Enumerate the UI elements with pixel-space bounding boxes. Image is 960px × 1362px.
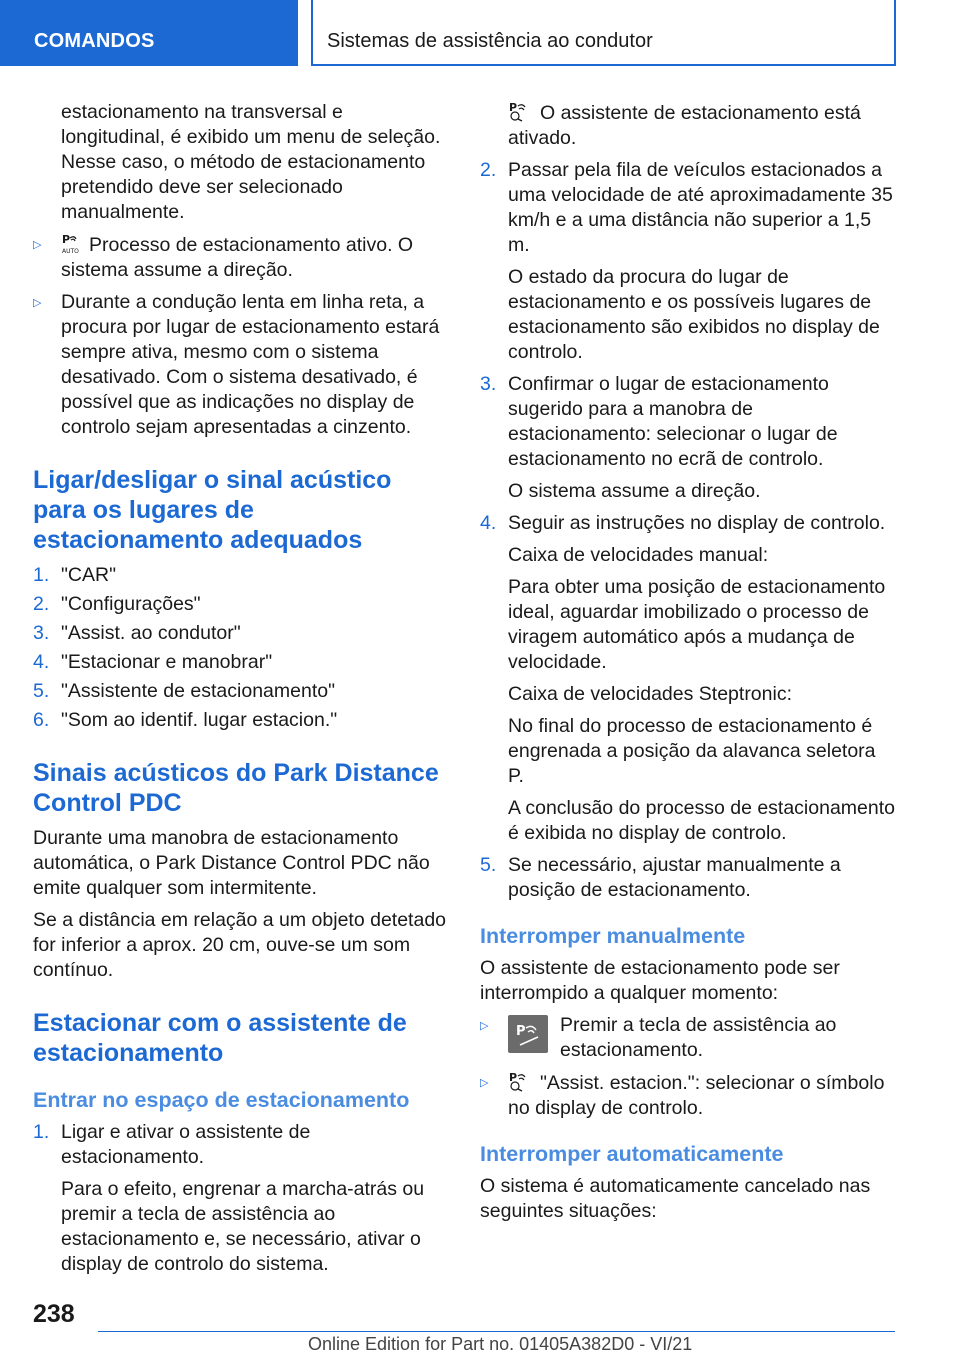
step-number: 3.	[33, 622, 50, 644]
menu-path-list	[33, 563, 448, 733]
step-text: Ligar e ativar o assistente de estacionamento.	[61, 1121, 311, 1168]
bullet-text: "Assist. estacion.": selecionar o símbolo no display de controlo.	[508, 1072, 885, 1119]
paragraph: Durante uma manobra de estacionamento automática, o Park Distance Control PDC não emite qualquer som intermitente.	[33, 827, 430, 899]
paragraph: Se a distância em relação a um objeto detetado for inferior a aprox. 20 cm, ouve-se um som contínuo.	[33, 909, 447, 981]
park-assist-icon	[508, 100, 530, 122]
step-detail: Caixa de velocidades Steptronic:	[508, 683, 792, 705]
menu-path-item: "Assist. ao condutor"	[61, 622, 241, 644]
list-item	[33, 621, 448, 646]
status-paragraph	[480, 100, 896, 151]
list-item	[33, 708, 448, 733]
menu-path-item: "Configurações"	[61, 593, 201, 615]
park-assist-button-icon	[508, 1015, 548, 1053]
triangle-right-icon: ▷	[33, 239, 42, 251]
list-item	[480, 372, 896, 472]
footer-divider	[98, 1331, 895, 1332]
list-item	[480, 511, 896, 536]
list-item	[33, 592, 448, 617]
chapter-header	[311, 0, 896, 66]
bullet-item	[480, 1013, 896, 1063]
menu-path-item: "Assistente de estacionamento"	[61, 680, 335, 702]
step-number: 4.	[33, 651, 50, 673]
section-heading: Estacionar com o assistente de estacionamento	[33, 1009, 407, 1067]
svg-text:P: P	[509, 101, 518, 114]
triangle-right-icon: ▷	[480, 1077, 489, 1089]
footer-edition: Online Edition for Part no. 01405A382D0 - VI/21	[308, 1334, 693, 1354]
step-detail: Caixa de velocidades manual:	[508, 544, 769, 566]
list-item	[480, 158, 896, 258]
bullet-item	[33, 290, 448, 440]
svg-text:P: P	[62, 233, 71, 246]
section-title: COMANDOS	[34, 30, 155, 52]
list-item	[33, 1120, 448, 1170]
step-text: Se necessário, ajustar manualmente a posição de estacionamento.	[508, 854, 841, 901]
list-item	[33, 650, 448, 675]
step-number: 1.	[33, 564, 50, 586]
status-text: O assistente de estacionamento está ativado.	[508, 102, 861, 149]
section-heading: Ligar/desligar o sinal acústico para os lugares de estacionamento adequados	[33, 466, 392, 554]
step-number: 6.	[33, 709, 50, 731]
step-number: 1.	[33, 1121, 50, 1143]
intro-paragraph: estacionamento na transversal e longitudinal, é exibido um menu de seleção. Nesse caso, o método de estacionamento pretendido deve ser selecionado manualmente.	[61, 101, 441, 223]
triangle-right-icon: ▷	[480, 1020, 489, 1032]
bullet-item	[33, 232, 448, 283]
bullet-text: Processo de estacionamento ativo. O sistema assume a direção.	[61, 234, 414, 281]
bullet-item	[480, 1070, 896, 1121]
paragraph: O assistente de estacionamento pode ser interrompido a qualquer momento:	[480, 957, 840, 1004]
right-column	[480, 100, 896, 1231]
svg-text:P: P	[516, 1024, 526, 1039]
park-assist-icon	[508, 1070, 530, 1092]
left-column	[33, 100, 448, 1284]
list-item	[480, 853, 896, 903]
page-number: 238	[33, 1300, 75, 1328]
bullet-text: Durante a condução lenta em linha reta, a procura por lugar de estacionamento estará sempre ativa, mesmo com o sistema desativado. Com o sistema desativado, é possível que as indicações no display de controlo sejam apresentadas a cinzento.	[61, 291, 440, 438]
step-text: Seguir as instruções no display de controlo.	[508, 512, 886, 534]
chapter-title: Sistemas de assistência ao condutor	[327, 30, 653, 52]
subsection-heading: Interromper manualmente	[480, 924, 746, 948]
step-number: 2.	[480, 159, 497, 181]
list-item	[33, 679, 448, 704]
step-number: 2.	[33, 593, 50, 615]
menu-path-item: "Estacionar e manobrar"	[61, 651, 273, 673]
subsection-heading: Entrar no espaço de estacionamento	[33, 1088, 410, 1112]
step-detail: Para obter uma posição de estacionamento ideal, aguardar imobilizado o processo de viragem automático após a mudança de velocidade.	[508, 576, 886, 673]
step-text: Passar pela fila de veículos estacionados a uma velocidade de até aproximadamente 35 km/h e a uma distância não superior a 1,5 m.	[508, 159, 893, 256]
svg-text:AUTO: AUTO	[62, 248, 79, 254]
svg-text:P: P	[509, 1071, 518, 1084]
triangle-right-icon: ▷	[33, 297, 42, 309]
list-item	[33, 563, 448, 588]
step-number: 3.	[480, 373, 497, 395]
section-heading: Sinais acústicos do Park Distance Control PDC	[33, 759, 439, 817]
step-number: 5.	[480, 854, 497, 876]
menu-path-item: "CAR"	[61, 564, 117, 586]
bullet-text: Premir a tecla de assistência ao estacionamento.	[560, 1014, 837, 1061]
step-detail: O estado da procura do lugar de estacionamento e os possíveis lugares de estacionamento são exibidos no display de controlo.	[508, 266, 880, 363]
step-detail: No final do processo de estacionamento é engrenada a posição da alavanca seletora P.	[508, 715, 876, 787]
step-number: 5.	[33, 680, 50, 702]
step-number: 4.	[480, 512, 497, 534]
step-detail: O sistema assume a direção.	[508, 480, 761, 502]
step-text: Confirmar o lugar de estacionamento sugerido para a manobra de estacionamento: selecionar o lugar de estacionamento no ecrã de controlo.	[508, 373, 838, 470]
park-auto-icon	[61, 232, 79, 254]
step-detail: Para o efeito, engrenar a marcha-atrás ou premir a tecla de assistência ao estacionamento e, se necessário, ativar o display de controlo do sistema.	[61, 1178, 425, 1275]
paragraph: O sistema é automaticamente cancelado nas seguintes situações:	[480, 1175, 871, 1222]
menu-path-item: "Som ao identif. lugar estacion."	[61, 709, 338, 731]
section-tab	[0, 0, 298, 66]
step-detail: A conclusão do processo de estacionamento é exibida no display de controlo.	[508, 797, 896, 844]
subsection-heading: Interromper automaticamente	[480, 1142, 784, 1166]
